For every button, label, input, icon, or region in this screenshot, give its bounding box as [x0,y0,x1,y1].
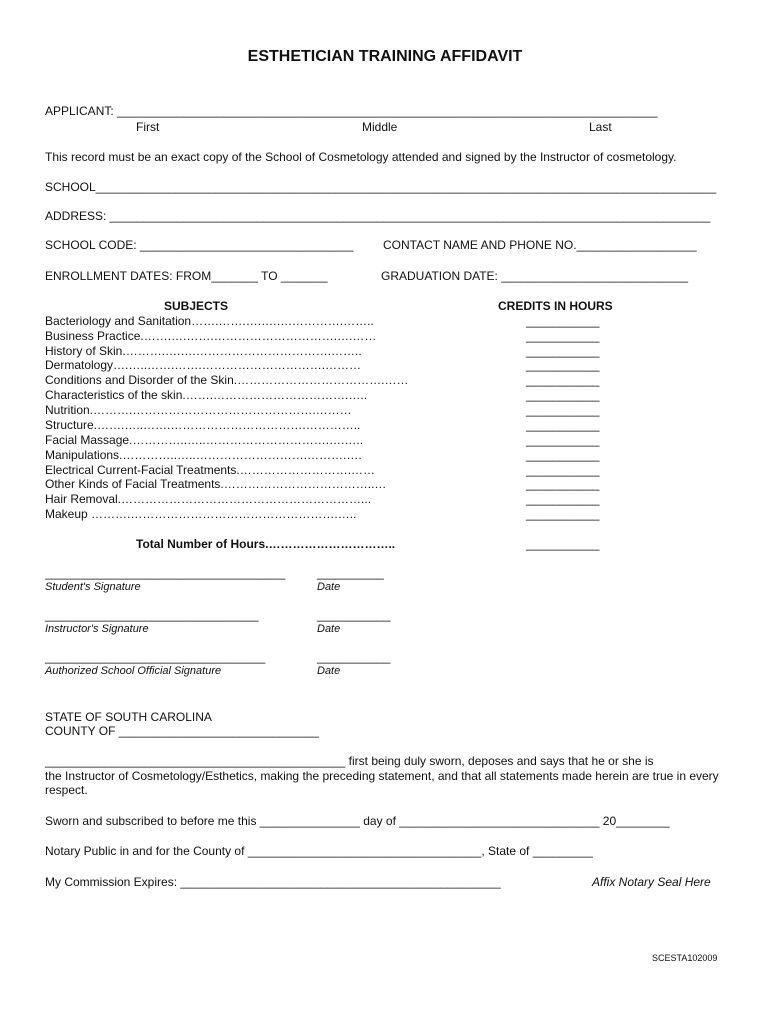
graduation-line: GRADUATION DATE: ____________________________ [381,269,689,283]
credit-blank: ___________ [526,388,600,402]
commission-line: My Commission Expires: ________________________________________________ [45,875,501,889]
instruction-text: This record must be an exact copy of the School of Cosmetology attended and signed by the Instructor of cosmetology. [45,150,677,164]
credits-header: CREDITS IN HOURS [498,299,613,313]
subject-item: Makeup ……….…………………………………………….….. [45,507,357,521]
credit-blank: ___________ [526,433,600,447]
student-date-line: __________ [317,566,384,580]
credit-blank: ___________ [526,344,600,358]
enrollment-line: ENROLLMENT DATES: FROM_______ TO _______ [45,269,328,283]
address-line: ADDRESS: __________________________________________________________________________________________ [45,209,711,223]
subject-item: Dermatology….…..…….…….………………………….……… [45,358,362,372]
credit-blank: ___________ [526,373,600,387]
subject-item: Nutrition.……….……………………………………….……… [45,403,352,417]
subject-item: Facial Massage.…………..…..………………………….….….. [45,433,364,447]
county-line: COUNTY OF ______________________________ [45,724,319,738]
credit-blank: ___________ [526,418,600,432]
credit-blank: ___________ [526,314,600,328]
applicant-first-label: First [136,120,160,134]
credit-blank: ___________ [526,329,600,343]
subject-item: Characteristics of the skin.…….…………………………….….. [45,388,368,402]
instructor-date-label: Date [317,623,341,635]
oath-text: the Instructor of Cosmetology/Esthetics, making the preceding statement, and that all statements made herein are true in every respect. [45,769,719,797]
credit-blank: ___________ [526,358,600,372]
official-signature-label: Authorized School Official Signature [45,665,222,677]
credit-blank: ___________ [526,463,600,477]
total-hours-label: Total Number of Hours.………………………….. [136,537,396,551]
subject-item: Business Practice.…….….…….………………………….….…… [45,329,377,343]
instructor-signature-label: Instructor's Signature [45,623,149,635]
affidavit-title: ESTHETICIAN TRAINING AFFIDAVIT [247,48,523,65]
school-code-line: SCHOOL CODE: ________________________________ [45,238,354,252]
sworn-line: Sworn and subscribed to before me this _______________ day of ______________________________ 20________ [45,814,670,828]
document-code: SCESTA102009 [652,953,718,963]
oath-line: _____________________________________________ first being duly sworn, deposes and says that he or she is [45,754,654,768]
official-date-label: Date [317,665,341,677]
notary-seal-label: Affix Notary Seal Here [592,875,711,889]
total-hours-blank: ___________ [526,537,600,551]
subject-item: Electrical Current-Facial Treatments.……………………….…… [45,463,376,477]
subjects-header: SUBJECTS [164,299,229,313]
credit-blank: ___________ [526,507,600,521]
contact-line: CONTACT NAME AND PHONE NO.__________________ [383,238,697,252]
applicant-last-label: Last [589,120,612,134]
credit-blank: ___________ [526,448,600,462]
student-signature-label: Student's Signature [45,581,141,593]
applicant-middle-label: Middle [362,120,398,134]
student-signature-line: ____________________________________ [45,566,286,580]
credit-blank: ___________ [526,477,600,491]
notary-line: Notary Public in and for the County of ___________________________________, State of _________ [45,844,593,858]
subject-item: Bacteriology and Sanitation…….…….….….….………….…….. [45,314,374,328]
official-date-line: ___________ [317,650,391,664]
subject-item: History of Skin.……….….….…………………………….…….. [45,344,362,358]
instructor-date-line: ___________ [317,608,391,622]
credit-blank: ___________ [526,403,600,417]
subject-item: Other Kinds of Facial Treatments.………………………………..… [45,477,387,491]
credit-blank: ___________ [526,492,600,506]
subject-item: Conditions and Disorder of the Skin.……………………………….…… [45,373,409,387]
student-date-label: Date [317,581,341,593]
subject-item: Structure.…….…..…….…………………………….………….. [45,418,361,432]
school-line: SCHOOL_____________________________________________________________________________________________ [45,180,717,194]
applicant-line: APPLICANT: _________________________________________________________________________________ [45,104,658,118]
state-label: STATE OF SOUTH CAROLINA [45,710,212,724]
official-signature-line: _________________________________ [45,650,266,664]
subject-item: Manipulations.…………..…..……………………….……….…. [45,448,362,462]
instructor-signature-line: ________________________________ [45,608,259,622]
subject-item: Hair Removal.……………………………………………………... [45,492,372,506]
